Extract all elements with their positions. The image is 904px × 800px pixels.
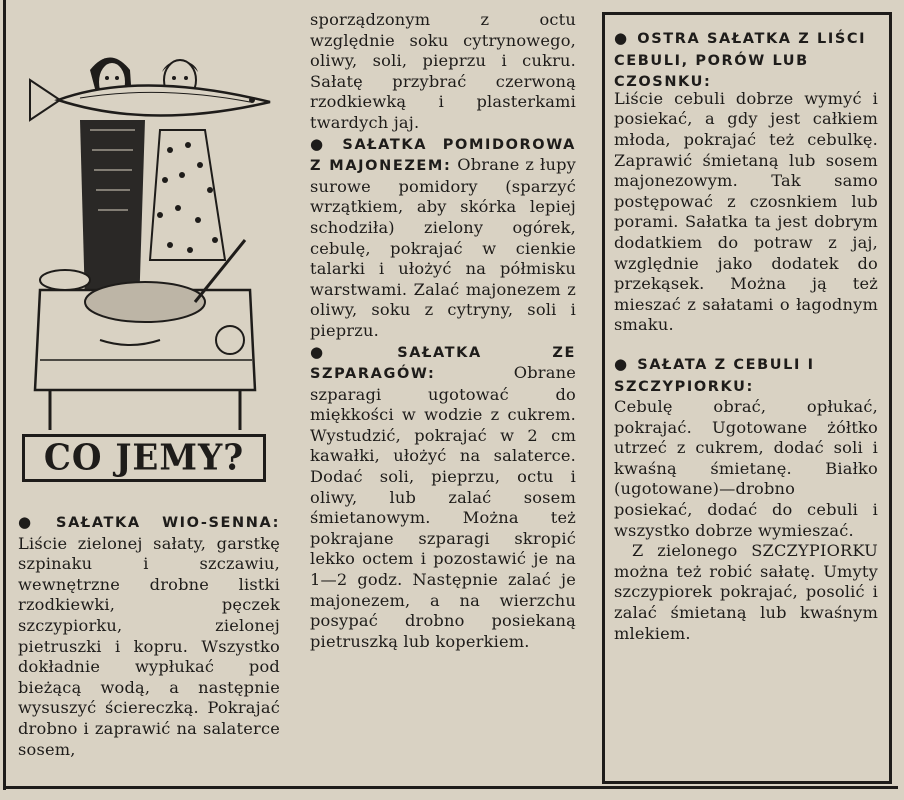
bullet-icon: ● — [614, 29, 628, 47]
frame-bottom-rule — [3, 786, 898, 789]
article-spring-salad — [18, 512, 280, 760]
frame-left-rule — [3, 0, 6, 790]
column-3 — [614, 28, 878, 644]
body-onion-leaves-salad: Liście cebuli dobrze wymyć i posiekać, a gdy jest całkiem młoda, pokrajać też cebulkę. Zaprawić śmietaną lub sosem majonezowym. Tak samo postępować z czosnkiem lub porami. Sałatka ta jest dobrym dodatkiem do potraw z jaj, względnie jako dodatek do przekąsek. Można ją też mieszać z sałatami o łagodnym smaku. — [614, 88, 878, 335]
heading-spring-salad: SAŁATKA WIO-SENNA: — [56, 515, 280, 531]
column-logo-box — [22, 434, 266, 482]
heading-onion-chives-salad-wrap — [614, 354, 878, 397]
article-asparagus-salad — [310, 342, 576, 653]
bullet-icon: ● — [310, 342, 388, 361]
continuation-spring-salad: sporządzonym z octu względnie soku cytrynowego, oliwy, soli, pieprzu i cukru. Sałatę przybrać czerwoną rzodkiewką i plasterkami twardych jaj. — [310, 10, 576, 132]
heading-onion-chives-salad: SAŁATA Z CEBULI I SZCZYPIORKU: — [614, 356, 815, 395]
column-logo-text: CO JEMY? — [43, 437, 245, 479]
heading-tomato-salad: SAŁATKA POMIDOROWA Z MAJONEZEM: — [310, 136, 576, 175]
body-asparagus-salad: Obrane szparagi ugotować do miękkości w wodzie z cukrem. Wystudzić, pokrajać w 2 cm kawałki, ułożyć na salaterce. Dodać soli, pieprzu, octu i oliwy, lub zalać sosem śmietanowym. Można też pokrajane szparagi skropić lekko octem i pozostawić je na 1—2 godz. Następnie zalać je majonezem, a na wierzchu posypać drobno posiekaną pietruszką lub koperkiem. — [310, 363, 576, 651]
heading-onion-leaves-salad-wrap — [614, 28, 878, 93]
body-spring-salad: Liście zielonej sałaty, garstkę szpinaku i szczawiu, wewnętrzne drobne listki rzodkiewki, pęczek szczypiorku, zielonej pietruszki i kopru. Wszystko dokładnie wypłukać pod bieżącą wodą, a następnie wysuszyć ściereczką. Pokrajać drobno i zaprawić na salaterce sosem, — [18, 533, 280, 759]
heading-onion-leaves-salad: OSTRA SAŁATKA Z LIŚCI CEBULI, PORÓW LUB CZOSNKU: — [614, 31, 867, 91]
body-onion-chives-salad-2: Z zielonego SZCZYPIORKU można też robić sałatę. Umyty szczypiorek pokrajać, posolić i zalać śmietaną lub kwaśnym mlekiem. — [614, 541, 878, 643]
heading-asparagus-salad: SAŁATKA ZE SZPARAGÓW: — [310, 344, 576, 383]
column-1 — [18, 512, 280, 760]
bullet-icon: ● — [18, 513, 47, 531]
body-tomato-salad: Obrane z łupy surowe pomidory (sparzyć wrzątkiem, aby skórka lepiej schodziła) zielony ogórek, cebulę, pokrajać w cienkie talarki i ułożyć na półmisku warstwami. Zalać majonezem z oliwy, soku z cytryny, soli i pieprzu. — [310, 155, 576, 340]
bullet-icon: ● — [614, 354, 628, 373]
article-tomato-salad — [310, 134, 576, 342]
bullet-icon: ● — [310, 134, 333, 153]
couple-with-fish-and-table-illustration — [20, 40, 280, 440]
column-2 — [310, 10, 576, 652]
body-onion-chives-salad-1: Cebulę obrać, opłukać, pokrajać. Ugotowane żółtko utrzeć z cukrem, dodać soli i kwaśną śmietanę. Białko (ugotowane)—drobno posiekać, dodać do cebuli i wszystko dobrze wymieszać. — [614, 397, 878, 540]
